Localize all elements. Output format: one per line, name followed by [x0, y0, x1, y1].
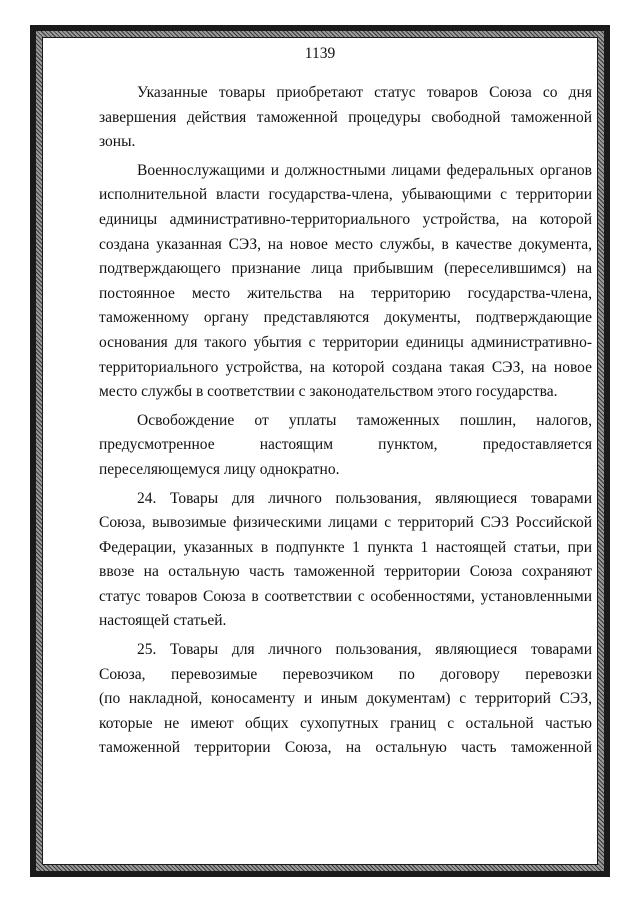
paragraph-line: Союза, перевозимые перевозчиком по договору перевозки — [99, 665, 592, 683]
paragraph-line: основания для такого убытия с территории единицы административно- — [99, 333, 592, 351]
document-body — [99, 81, 592, 765]
paragraph — [99, 487, 592, 635]
paragraph-line: единицы административно-территориального устройства, на которой — [99, 210, 592, 228]
paragraph — [99, 409, 592, 483]
paragraph-line: подтверждающего признание лица прибывшим (переселившимся) на — [99, 260, 592, 278]
paragraph-line: зоны. — [99, 133, 136, 151]
paragraph-line: постоянное место жительства на территорию государства-члена, — [99, 284, 592, 302]
document-page — [42, 37, 598, 865]
paragraph-line: территориального устройства, на которой создана такая СЭЗ, на новое — [99, 358, 592, 376]
paragraph-line: Военнослужащими и должностными лицами федеральных органов — [137, 161, 592, 179]
paragraph-line: Федерации, указанных в подпункте 1 пункта 1 настоящей статьи, при — [99, 538, 592, 556]
paragraph-line: создана указанная СЭЗ, на новое место службы, в качестве документа, — [99, 235, 592, 253]
paragraph-line: ввозе на остальную часть таможенной территории Союза сохраняют — [99, 563, 592, 581]
paragraph — [99, 638, 592, 761]
paragraph-line: которые не имеют общих сухопутных границ с остальной частью — [99, 714, 592, 732]
paragraph-line: статус товаров Союза в соответствии с особенностями, установленными — [99, 587, 592, 605]
paragraph-line: предусмотренное настоящим пунктом, предоставляется — [99, 436, 592, 454]
paragraph-line: переселяющемуся лицу однократно. — [99, 460, 340, 478]
paragraph-line: 24. Товары для личного пользования, являющиеся товарами — [137, 489, 592, 507]
paragraph-line: таможенной территории Союза, на остальную часть таможенной — [99, 739, 592, 757]
paragraph-line: исполнительной власти государства-члена, убывающими с территории — [99, 186, 592, 204]
paragraph — [99, 81, 592, 155]
paragraph — [99, 159, 592, 405]
page-number: 1139 — [304, 45, 336, 62]
paragraph-line: Союза, вывозимые физическими лицами с территорий СЭЗ Российской — [99, 514, 592, 532]
paragraph-line: завершения действия таможенной процедуры свободной таможенной — [99, 108, 592, 126]
paragraph-line: таможенному органу представляются документы, подтверждающие — [99, 309, 592, 327]
paragraph-line: место службы в соответствии с законодательством этого государства. — [99, 383, 558, 401]
paragraph-line: настоящей статьей. — [99, 612, 227, 630]
paragraph-line: Освобождение от уплаты таможенных пошлин, налогов, — [137, 411, 592, 429]
paragraph-line: Указанные товары приобретают статус товаров Союза со дня — [137, 84, 592, 101]
paragraph-line: 25. Товары для личного пользования, являющиеся товарами — [137, 641, 592, 659]
page-border — [30, 25, 610, 877]
paragraph-line: (по накладной, коносаменту и иным документам) с территорий СЭЗ, — [99, 690, 592, 708]
